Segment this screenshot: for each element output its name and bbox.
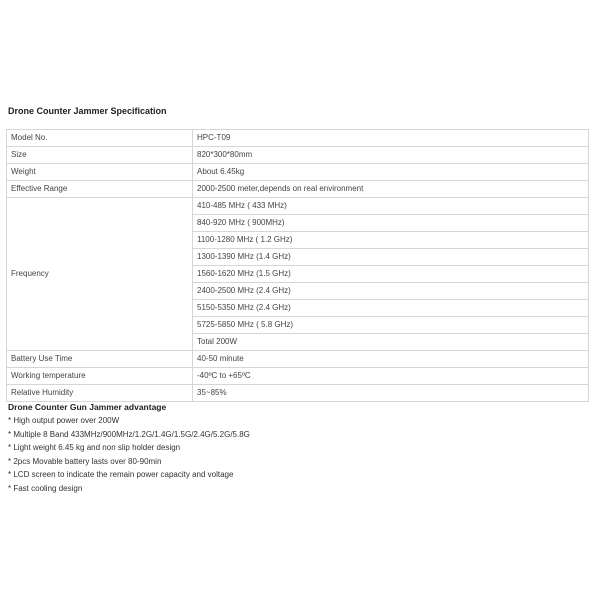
- frequency-value: 410-485 MHz ( 433 MHz): [193, 198, 589, 215]
- frequency-value: 2400-2500 MHz (2.4 GHz): [193, 283, 589, 300]
- list-item: * LCD screen to indicate the remain power capacity and voltage: [8, 470, 234, 479]
- list-item: * High output power over 200W: [8, 416, 120, 425]
- spec-label: Size: [7, 147, 193, 164]
- spec-label: Effective Range: [7, 181, 193, 198]
- table-row: [7, 385, 589, 402]
- frequency-value: 1560-1620 MHz (1.5 GHz): [193, 266, 589, 283]
- frequency-value: 1100-1280 MHz ( 1.2 GHz): [193, 232, 589, 249]
- frequency-value: 5150-5350 MHz (2.4 GHz): [193, 300, 589, 317]
- spec-value: About 6.45kg: [193, 164, 589, 181]
- table-row: [7, 164, 589, 181]
- spec-value: 2000-2500 meter,depends on real environment: [193, 181, 589, 198]
- frequency-label: Frequency: [7, 198, 193, 351]
- spec-value: -40ºC to +65ºC: [193, 368, 589, 385]
- spec-label: Model No.: [7, 130, 193, 147]
- table-row: [7, 147, 589, 164]
- spec-label: Weight: [7, 164, 193, 181]
- spec-title: Drone Counter Jammer Specification: [8, 106, 167, 116]
- frequency-value: 1300-1390 MHz (1.4 GHz): [193, 249, 589, 266]
- list-item: * Light weight 6.45 kg and non slip holder design: [8, 443, 181, 452]
- spec-value: 820*300*80mm: [193, 147, 589, 164]
- spec-table: [6, 129, 589, 402]
- table-row: [7, 368, 589, 385]
- advantage-list: [8, 414, 250, 495]
- spec-label: Relative Humidity: [7, 385, 193, 402]
- list-item: * 2pcs Movable battery lasts over 80-90min: [8, 456, 162, 466]
- list-item: * Multiple 8 Band 433MHz/900MHz/1.2G/1.4G/1.5G/2.4G/5.2G/5.8G: [8, 429, 250, 439]
- frequency-value: 840-920 MHz ( 900MHz): [193, 215, 589, 232]
- list-item: * Fast cooling design: [8, 483, 83, 493]
- spec-value: 35~85%: [193, 385, 589, 402]
- spec-value: 40-50 minute: [193, 351, 589, 368]
- frequency-value: 5725-5850 MHz ( 5.8 GHz): [193, 317, 589, 334]
- frequency-total: Total 200W: [193, 334, 589, 351]
- table-row: [7, 181, 589, 198]
- spec-value: HPC-T09: [193, 130, 589, 147]
- table-row: [7, 130, 589, 147]
- spec-label: Working temperature: [7, 368, 193, 385]
- advantage-title: Drone Counter Gun Jammer advantage: [8, 402, 167, 412]
- table-row: [7, 351, 589, 368]
- spec-label: Battery Use Time: [7, 351, 193, 368]
- table-row: [7, 198, 589, 215]
